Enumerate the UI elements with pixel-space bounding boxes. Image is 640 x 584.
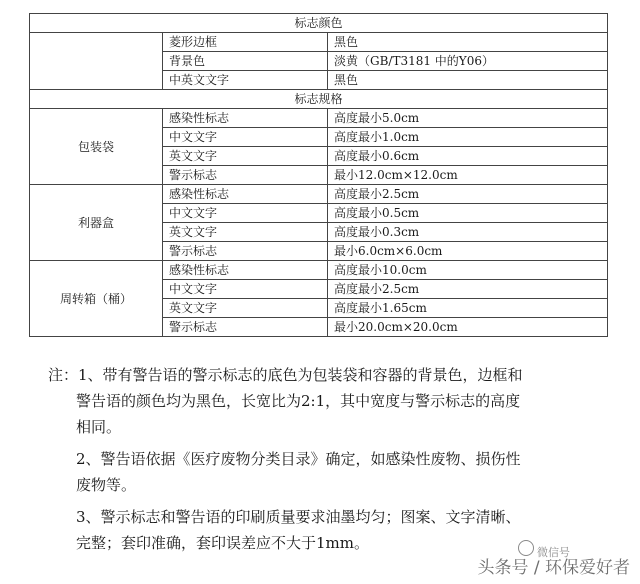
item-cell: 中文文字 [163, 280, 328, 299]
item-cell: 英文文字 [163, 299, 328, 318]
table-row [30, 109, 608, 128]
section-header-specs: 标志规格 [30, 90, 608, 109]
value-cell: 高度最小0.3cm [328, 223, 608, 242]
table-row [30, 185, 608, 204]
value-cell: 高度最小10.0cm [328, 261, 608, 280]
value-cell: 高度最小2.5cm [328, 280, 608, 299]
section-header-row [30, 90, 608, 109]
note-1-line-1: 注：1、带有警告语的警示标志的底色为包装袋和容器的背景色，边框和 [48, 366, 523, 384]
item-cell: 警示标志 [163, 242, 328, 261]
value-cell: 高度最小2.5cm [328, 185, 608, 204]
note-2-line-2: 废物等。 [76, 476, 137, 494]
note-3-line-2: 完整；套印准确，套印误差应不大于1mm。 [76, 534, 369, 552]
value-cell: 高度最小1.65cm [328, 299, 608, 318]
item-cell: 中英文文字 [163, 71, 328, 90]
note-1-line-3: 相同。 [76, 418, 122, 436]
value-cell: 黑色 [328, 71, 608, 90]
notes-section [48, 362, 614, 562]
value-cell: 最小20.0cm×20.0cm [328, 318, 608, 337]
value-cell: 黑色 [328, 33, 608, 52]
value-cell: 最小12.0cm×12.0cm [328, 166, 608, 185]
empty-cell [30, 33, 163, 90]
value-cell: 最小6.0cm×6.0cm [328, 242, 608, 261]
spec-table [29, 13, 608, 337]
note-2 [48, 446, 614, 498]
value-cell: 高度最小0.5cm [328, 204, 608, 223]
value-cell: 高度最小1.0cm [328, 128, 608, 147]
watermark-text: 头条号 / 环保爱好者 [477, 558, 630, 578]
note-2-line-1: 2、警告语依据《医疗废物分类目录》确定，如感染性废物、损伤性 [76, 450, 521, 468]
item-cell: 背景色 [163, 52, 328, 71]
group-label: 利器盒 [30, 185, 163, 261]
item-cell: 感染性标志 [163, 109, 328, 128]
section-header-row [30, 14, 608, 33]
item-cell: 警示标志 [163, 318, 328, 337]
item-cell: 中文文字 [163, 204, 328, 223]
section-header-colors: 标志颜色 [30, 14, 608, 33]
watermark-small-text: 微信号 [537, 546, 570, 559]
table-row [30, 33, 608, 52]
note-1-line-2: 警告语的颜色均为黑色，长宽比为2:1，其中宽度与警示标志的高度 [76, 392, 521, 410]
value-cell: 高度最小0.6cm [328, 147, 608, 166]
table-row [30, 261, 608, 280]
item-cell: 中文文字 [163, 128, 328, 147]
item-cell: 感染性标志 [163, 261, 328, 280]
note-3-line-1: 3、警示标志和警告语的印刷质量要求油墨均匀；图案、文字清晰、 [76, 508, 521, 526]
value-cell: 高度最小5.0cm [328, 109, 608, 128]
item-cell: 警示标志 [163, 166, 328, 185]
item-cell: 英文文字 [163, 147, 328, 166]
value-cell: 淡黄（GB/T3181 中的Y06） [328, 52, 608, 71]
note-1 [48, 362, 614, 440]
watermark [477, 553, 630, 578]
item-cell: 英文文字 [163, 223, 328, 242]
group-label: 周转箱（桶） [30, 261, 163, 337]
item-cell: 菱形边框 [163, 33, 328, 52]
item-cell: 感染性标志 [163, 185, 328, 204]
group-label: 包装袋 [30, 109, 163, 185]
